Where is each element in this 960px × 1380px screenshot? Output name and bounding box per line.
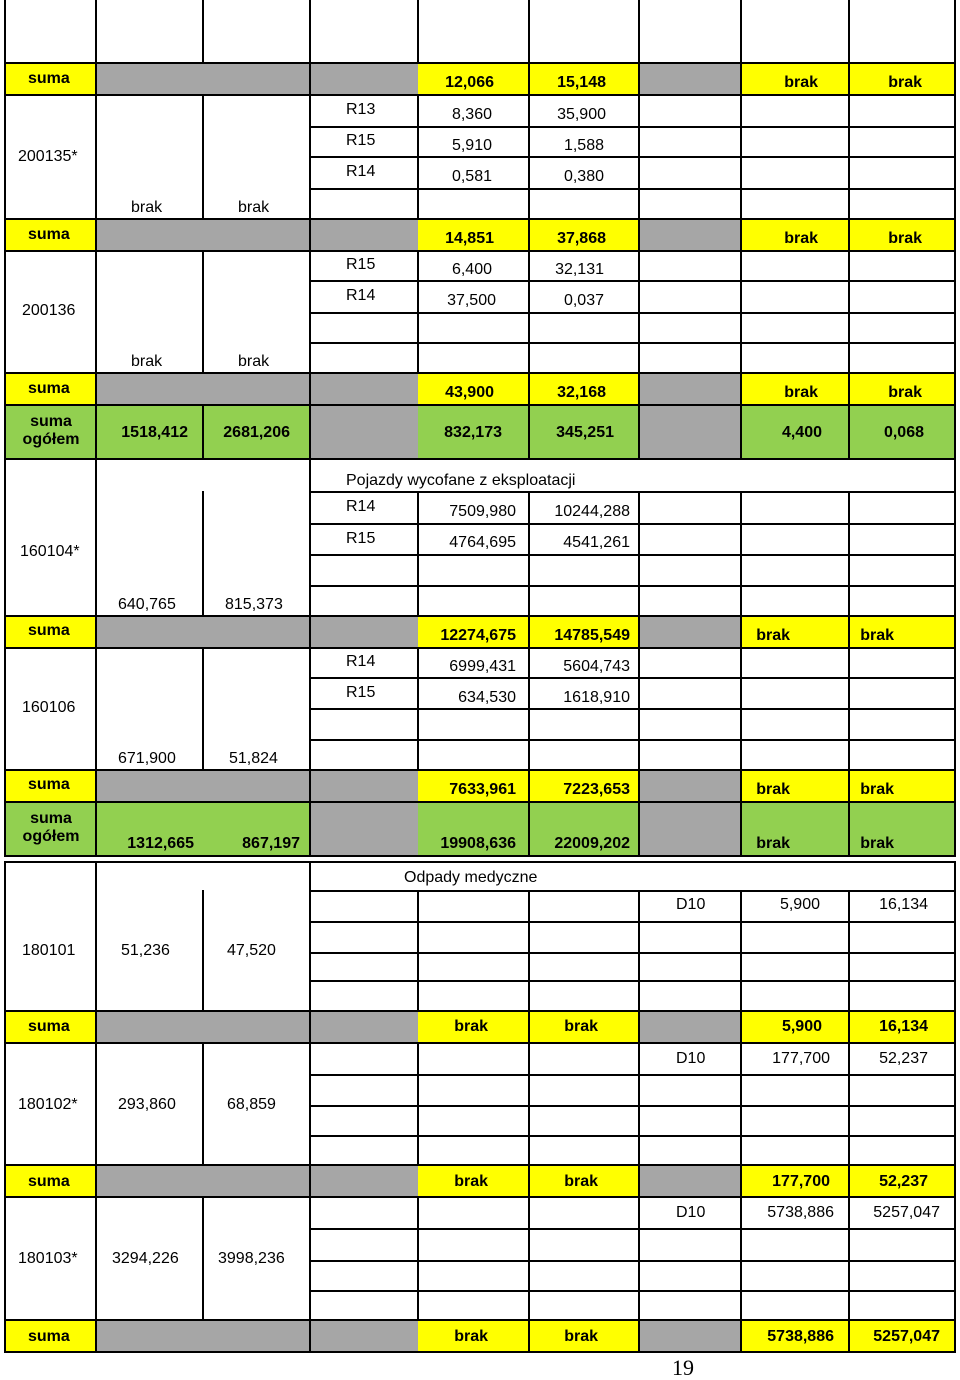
- grid-line: [4, 769, 956, 771]
- grid-line: [954, 0, 956, 460]
- total-value: 22009,202: [554, 835, 630, 852]
- grid-line: [202, 250, 204, 374]
- grid-line: [4, 861, 956, 863]
- suma-gray-fill: [640, 374, 740, 404]
- section-heading: Odpady medyczne: [404, 869, 538, 886]
- quantity-value: 640,765: [118, 596, 176, 613]
- sum-value: brak: [564, 1328, 598, 1345]
- quantity-value: 51,236: [121, 942, 170, 959]
- total-value: brak: [860, 835, 894, 852]
- process-code: R15: [346, 256, 376, 273]
- sum-value: 15,148: [557, 74, 606, 91]
- grid-line: [417, 94, 419, 220]
- quantity-value: 35,900: [557, 106, 606, 123]
- total-gray-fill: [310, 801, 418, 855]
- total-value: 1518,412: [121, 424, 188, 441]
- total-value: 0,068: [883, 424, 924, 441]
- grid-line: [310, 126, 956, 128]
- sum-value: brak: [756, 627, 790, 644]
- sum-value: 7633,961: [449, 781, 516, 798]
- quantity-value: brak: [238, 199, 270, 216]
- sum-value: brak: [564, 1018, 598, 1035]
- process-code: D10: [676, 1204, 706, 1221]
- sum-value: 37,868: [557, 230, 606, 247]
- grid-line: [310, 739, 956, 741]
- grid-line: [95, 861, 97, 1353]
- total-gray-fill: [640, 404, 740, 458]
- suma-label: suma: [28, 1018, 70, 1035]
- quantity-value: 10244,288: [554, 503, 630, 520]
- sum-value: brak: [784, 384, 818, 401]
- sum-value: 52,237: [879, 1173, 928, 1190]
- sum-value: 14,851: [445, 230, 494, 247]
- quantity-value: 671,900: [118, 750, 176, 767]
- suma-gray-fill: [96, 617, 418, 647]
- grid-line: [95, 458, 97, 857]
- grid-line: [4, 94, 956, 96]
- sum-value: 12274,675: [440, 627, 516, 644]
- total-label: ogółem: [22, 828, 80, 845]
- suma-gray-fill: [96, 64, 418, 94]
- waste-code: 180103*: [18, 1250, 78, 1267]
- grid-line: [202, 1042, 204, 1166]
- grid-line: [4, 372, 956, 374]
- process-code: R14: [346, 653, 376, 670]
- grid-line: [310, 1135, 956, 1137]
- grid-line: [4, 855, 956, 857]
- grid-line: [202, 0, 204, 64]
- suma-gray-fill: [96, 1321, 418, 1351]
- grid-line: [4, 458, 956, 460]
- grid-line: [202, 890, 204, 1012]
- grid-line: [310, 280, 956, 282]
- grid-line: [310, 491, 956, 493]
- sum-value: 5257,047: [873, 1328, 940, 1345]
- suma-gray-fill: [640, 1321, 740, 1351]
- suma-gray-fill: [640, 220, 740, 250]
- sum-value: brak: [454, 1328, 488, 1345]
- grid-line: [528, 890, 530, 1353]
- grid-line: [310, 1228, 956, 1230]
- grid-line: [310, 980, 956, 982]
- grid-line: [4, 62, 956, 64]
- grid-line: [4, 250, 956, 252]
- quantity-value: 32,131: [555, 261, 604, 278]
- sum-value: brak: [756, 781, 790, 798]
- grid-line: [4, 1010, 956, 1012]
- process-code: D10: [676, 1050, 706, 1067]
- grid-line: [4, 1164, 956, 1166]
- grid-line: [4, 861, 6, 1353]
- waste-code: 200136: [22, 302, 76, 319]
- grid-line: [417, 250, 419, 374]
- total-value: 1312,665: [127, 835, 194, 852]
- quantity-value: 5738,886: [767, 1204, 834, 1221]
- process-code: R14: [346, 163, 376, 180]
- waste-code: 160104*: [20, 543, 80, 560]
- suma-label: suma: [28, 1173, 70, 1190]
- total-value: 19908,636: [440, 835, 516, 852]
- sum-value: 16,134: [879, 1018, 928, 1035]
- sum-value: brak: [784, 74, 818, 91]
- quantity-value: 3998,236: [218, 1250, 285, 1267]
- quantity-value: 6,400: [451, 261, 492, 278]
- quantity-value: brak: [131, 199, 163, 216]
- grid-line: [4, 1351, 956, 1353]
- grid-line: [417, 647, 419, 771]
- sum-value: brak: [888, 230, 922, 247]
- suma-gray-fill: [96, 771, 418, 801]
- sum-value: 7223,653: [563, 781, 630, 798]
- quantity-value: 7509,980: [449, 503, 516, 520]
- process-code: R14: [346, 498, 376, 515]
- grid-line: [310, 890, 956, 892]
- grid-line: [310, 921, 956, 923]
- total-value: 4,400: [781, 424, 822, 441]
- grid-line: [4, 218, 956, 220]
- sum-value: brak: [564, 1173, 598, 1190]
- quantity-value: 293,860: [118, 1096, 176, 1113]
- grid-line: [310, 677, 956, 679]
- sum-value: brak: [860, 781, 894, 798]
- quantity-value: brak: [238, 353, 270, 370]
- sum-value: 177,700: [772, 1173, 830, 1190]
- quantity-value: 0,037: [563, 292, 604, 309]
- grid-line: [310, 188, 956, 190]
- waste-code: 160106: [22, 699, 76, 716]
- process-code: D10: [676, 896, 706, 913]
- grid-line: [417, 1196, 419, 1321]
- sum-value: 12,066: [445, 74, 494, 91]
- sum-value: 32,168: [557, 384, 606, 401]
- grid-line: [310, 585, 956, 587]
- grid-line: [202, 94, 204, 220]
- grid-line: [4, 404, 956, 406]
- suma-gray-fill: [640, 617, 740, 647]
- total-value: 345,251: [556, 424, 614, 441]
- suma-gray-fill: [640, 64, 740, 94]
- quantity-value: 52,237: [879, 1050, 928, 1067]
- grid-line: [310, 1074, 956, 1076]
- grid-line: [202, 647, 204, 771]
- quantity-value: 634,530: [458, 689, 516, 706]
- grid-line: [417, 491, 419, 617]
- grid-line: [310, 312, 956, 314]
- waste-code: 180101: [22, 942, 76, 959]
- grid-line: [310, 1105, 956, 1107]
- sum-value: brak: [888, 384, 922, 401]
- grid-line: [954, 458, 956, 857]
- grid-line: [309, 458, 311, 857]
- suma-gray-fill: [96, 374, 418, 404]
- total-label: suma: [30, 810, 72, 827]
- quantity-value: 6999,431: [449, 658, 516, 675]
- quantity-value: 177,700: [772, 1050, 830, 1067]
- sum-value: brak: [454, 1173, 488, 1190]
- quantity-value: 16,134: [879, 896, 928, 913]
- quantity-value: 1618,910: [563, 689, 630, 706]
- grid-line: [310, 554, 956, 556]
- grid-line: [638, 491, 640, 857]
- suma-label: suma: [28, 776, 70, 793]
- quantity-value: 5604,743: [563, 658, 630, 675]
- grid-line: [848, 491, 850, 857]
- sum-value: brak: [888, 74, 922, 91]
- sum-value: 43,900: [445, 384, 494, 401]
- sum-value: 5,900: [781, 1018, 822, 1035]
- sum-value: brak: [784, 230, 818, 247]
- suma-gray-fill: [640, 1166, 740, 1196]
- total-gray-fill: [640, 801, 740, 855]
- total-gray-fill: [310, 404, 418, 458]
- grid-line: [740, 491, 742, 857]
- total-value: brak: [756, 835, 790, 852]
- process-code: R13: [346, 101, 376, 118]
- grid-line: [310, 708, 956, 710]
- quantity-value: 4541,261: [563, 534, 630, 551]
- quantity-value: 47,520: [227, 942, 276, 959]
- grid-line: [310, 523, 956, 525]
- grid-line: [4, 615, 956, 617]
- quantity-value: 815,373: [225, 596, 283, 613]
- suma-gray-fill: [96, 220, 418, 250]
- total-label: suma: [30, 413, 72, 430]
- grid-line: [4, 1042, 956, 1044]
- total-label: ogółem: [22, 431, 80, 448]
- quantity-value: 1,588: [563, 137, 604, 154]
- grid-line: [954, 861, 956, 1353]
- suma-label: suma: [28, 70, 70, 87]
- grid-line: [638, 890, 640, 1353]
- grid-line: [4, 0, 6, 460]
- grid-line: [95, 0, 97, 460]
- grid-line: [848, 890, 850, 1353]
- quantity-value: brak: [131, 353, 163, 370]
- quantity-value: 5,910: [451, 137, 492, 154]
- total-value: 2681,206: [223, 424, 290, 441]
- grid-line: [4, 1196, 956, 1198]
- process-code: R15: [346, 132, 376, 149]
- grid-line: [4, 647, 956, 649]
- grid-line: [309, 0, 311, 460]
- sum-value: 5738,886: [767, 1328, 834, 1345]
- quantity-value: 0,380: [563, 168, 604, 185]
- quantity-value: 8,360: [451, 106, 492, 123]
- quantity-value: 5,900: [779, 896, 820, 913]
- quantity-value: 3294,226: [112, 1250, 179, 1267]
- section-heading: Pojazdy wycofane z eksploatacji: [346, 472, 576, 489]
- total-value: 832,173: [444, 424, 502, 441]
- sum-value: brak: [454, 1018, 488, 1035]
- quantity-value: 5257,047: [873, 1204, 940, 1221]
- suma-gray-fill: [96, 1012, 418, 1042]
- grid-line: [309, 861, 311, 1353]
- grid-line: [310, 156, 956, 158]
- grid-line: [638, 0, 640, 460]
- sum-value: 14785,549: [554, 627, 630, 644]
- quantity-value: 37,500: [447, 292, 496, 309]
- process-code: R15: [346, 530, 376, 547]
- waste-code: 180102*: [18, 1096, 78, 1113]
- grid-line: [310, 1260, 956, 1262]
- grid-line: [4, 1319, 956, 1321]
- suma-gray-fill: [640, 1012, 740, 1042]
- quantity-value: 51,824: [229, 750, 278, 767]
- grid-line: [310, 1290, 956, 1292]
- suma-label: suma: [28, 226, 70, 243]
- quantity-value: 0,581: [451, 168, 492, 185]
- sum-value: brak: [860, 627, 894, 644]
- grid-line: [740, 890, 742, 1353]
- grid-line: [417, 1042, 419, 1166]
- suma-gray-fill: [640, 771, 740, 801]
- grid-line: [4, 458, 6, 857]
- process-code: R15: [346, 684, 376, 701]
- grid-line: [417, 890, 419, 1012]
- quantity-value: 4764,695: [449, 534, 516, 551]
- total-value: 867,197: [242, 835, 300, 852]
- quantity-value: 68,859: [227, 1096, 276, 1113]
- grid-line: [202, 1196, 204, 1321]
- grid-line: [310, 952, 956, 954]
- grid-line: [310, 342, 956, 344]
- page-number: 19: [672, 1355, 694, 1380]
- grid-line: [417, 0, 419, 64]
- waste-code: 200135*: [18, 148, 78, 165]
- grid-line: [202, 491, 204, 617]
- suma-label: suma: [28, 1328, 70, 1345]
- grid-line: [4, 801, 956, 803]
- suma-gray-fill: [96, 1166, 418, 1196]
- process-code: R14: [346, 287, 376, 304]
- suma-label: suma: [28, 380, 70, 397]
- suma-label: suma: [28, 622, 70, 639]
